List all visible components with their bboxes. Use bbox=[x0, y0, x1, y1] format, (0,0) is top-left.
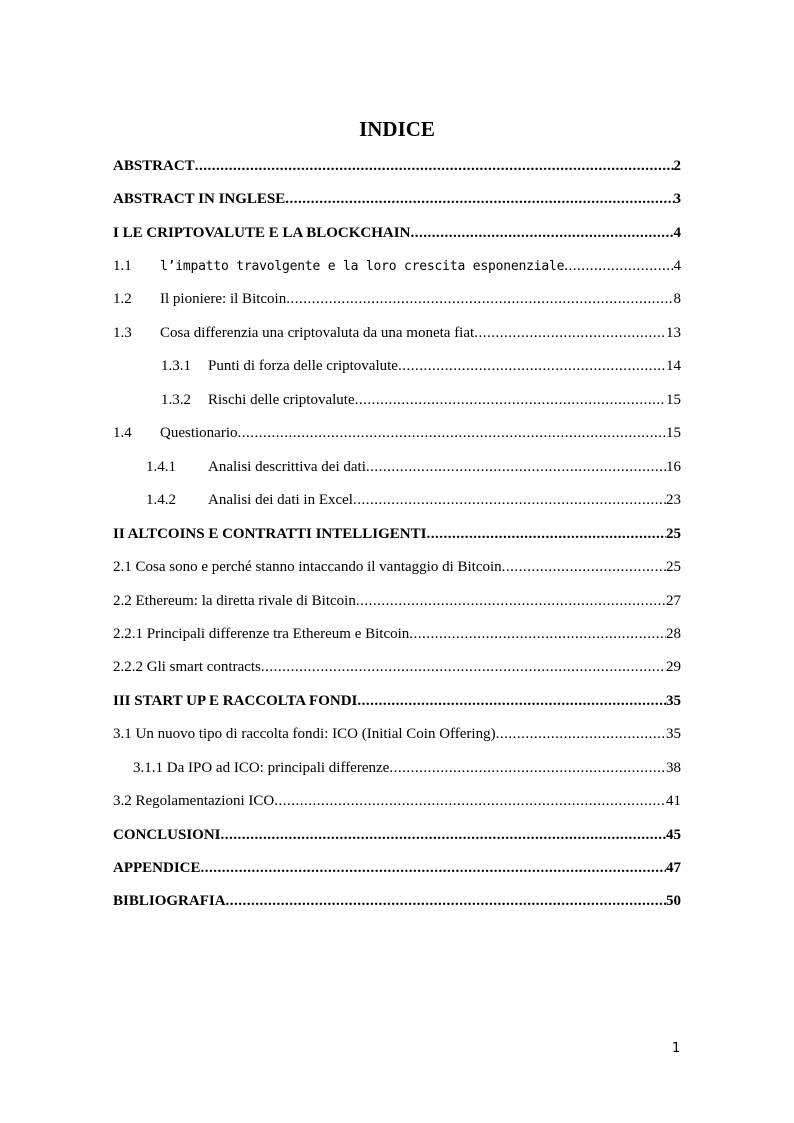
toc-entry-page: 4 bbox=[673, 258, 681, 274]
toc-entry-page: 15 bbox=[666, 392, 681, 408]
toc-entry-page: 4 bbox=[673, 225, 681, 241]
toc-entry-text: 2.1 Cosa sono e perché stanno intaccando il vantaggio di Bitcoin bbox=[113, 559, 502, 575]
toc-entry-number: 1.1 bbox=[113, 258, 132, 274]
page-title: INDICE bbox=[359, 117, 435, 141]
toc-entry-abstract-inglese[interactable] bbox=[113, 188, 681, 210]
toc-leader-dots bbox=[274, 790, 666, 812]
toc-leader-dots bbox=[564, 255, 673, 277]
toc-leader-dots bbox=[366, 456, 666, 478]
toc-entry-1-1[interactable] bbox=[113, 255, 681, 277]
toc-entry-text: APPENDICE bbox=[113, 860, 201, 876]
toc-entry-page: 45 bbox=[666, 827, 681, 843]
toc-entry-1-2[interactable] bbox=[113, 288, 681, 310]
toc-entry-text: BIBLIOGRAFIA bbox=[113, 893, 226, 909]
toc-leader-dots bbox=[356, 590, 666, 612]
toc-entry-number: 1.3.2 bbox=[161, 392, 191, 408]
toc-entry-text: 3.1 Un nuovo tipo di raccolta fondi: ICO (Initial Coin Offering) bbox=[113, 726, 496, 742]
toc-entry-text: ABSTRACT IN INGLESE bbox=[113, 191, 286, 207]
toc-entry-2-1[interactable] bbox=[113, 556, 681, 578]
toc-entry-page: 35 bbox=[666, 693, 681, 709]
toc-entry-number: 1.4.2 bbox=[146, 492, 176, 508]
toc-entry-chapter-2[interactable] bbox=[113, 523, 681, 545]
toc-entry-2-2[interactable] bbox=[113, 590, 681, 612]
toc-entry-page: 50 bbox=[666, 893, 681, 909]
toc-entry-1-4[interactable] bbox=[113, 422, 681, 444]
toc-entry-1-3[interactable] bbox=[113, 322, 681, 344]
toc-entry-number: 1.4 bbox=[113, 425, 132, 441]
toc-entry-2-2-2[interactable] bbox=[113, 656, 681, 678]
toc-leader-dots bbox=[398, 355, 666, 377]
toc-entry-1-3-2[interactable] bbox=[161, 389, 681, 411]
toc-entry-page: 8 bbox=[673, 291, 681, 307]
toc-entry-text: III START UP E RACCOLTA FONDI bbox=[113, 693, 358, 709]
toc-entry-text: Analisi descrittiva dei dati bbox=[208, 459, 366, 475]
page-number: 1 bbox=[672, 1041, 681, 1056]
toc-leader-dots bbox=[237, 422, 666, 444]
toc-entry-1-3-1[interactable] bbox=[161, 355, 681, 377]
toc-entry-text: II ALTCOINS E CONTRATTI INTELLIGENTI bbox=[113, 526, 427, 542]
toc-entry-1-4-1[interactable] bbox=[146, 456, 681, 478]
toc-entry-3-1[interactable] bbox=[113, 723, 681, 745]
toc-entry-text: Rischi delle criptovalute bbox=[208, 392, 355, 408]
toc-entry-3-2[interactable] bbox=[113, 790, 681, 812]
toc-entry-number: 1.4.1 bbox=[146, 459, 176, 475]
toc-entry-page: 25 bbox=[666, 526, 681, 542]
toc-leader-dots bbox=[502, 556, 666, 578]
toc-leader-dots bbox=[409, 623, 666, 645]
toc-entry-number: 1.2 bbox=[113, 291, 132, 307]
toc-entry-page: 14 bbox=[666, 358, 681, 374]
toc-entry-page: 23 bbox=[666, 492, 681, 508]
toc-entry-page: 47 bbox=[666, 860, 681, 876]
toc-entry-text: 2.2.1 Principali differenze tra Ethereum e Bitcoin bbox=[113, 626, 410, 642]
toc-leader-dots bbox=[496, 723, 666, 745]
toc-leader-dots bbox=[357, 690, 666, 712]
toc-entry-appendice[interactable] bbox=[113, 857, 681, 879]
toc-leader-dots bbox=[201, 857, 666, 879]
toc-entry-chapter-1[interactable] bbox=[113, 222, 681, 244]
toc-entry-number: 1.3 bbox=[113, 325, 132, 341]
toc-entry-page: 25 bbox=[666, 559, 681, 575]
toc-entry-text: Questionario bbox=[160, 425, 238, 441]
toc-entry-page: 28 bbox=[666, 626, 681, 642]
toc-entry-text: Il pioniere: il Bitcoin bbox=[160, 291, 287, 307]
toc-entry-text: 3.1.1 Da IPO ad ICO: principali differenze bbox=[133, 760, 390, 776]
toc-entry-page: 3 bbox=[673, 191, 681, 207]
toc-entry-page: 41 bbox=[666, 793, 681, 809]
toc-entry-number: 1.3.1 bbox=[161, 358, 191, 374]
toc-leader-dots bbox=[195, 155, 674, 177]
toc-entry-text: CONCLUSIONI bbox=[113, 827, 221, 843]
toc-leader-dots bbox=[389, 757, 666, 779]
toc-leader-dots bbox=[355, 389, 666, 411]
toc-entry-page: 15 bbox=[666, 425, 681, 441]
toc-entry-text: Analisi dei dati in Excel bbox=[208, 492, 353, 508]
toc-leader-dots bbox=[221, 824, 666, 846]
toc-leader-dots bbox=[226, 890, 666, 912]
toc-entry-text: Cosa differenzia una criptovaluta da una moneta fiat bbox=[160, 325, 475, 341]
toc-entry-page: 35 bbox=[666, 726, 681, 742]
toc-entry-text: l’impatto travolgente e la loro crescita esponenziale bbox=[160, 259, 565, 274]
toc-entry-1-4-2[interactable] bbox=[146, 489, 681, 511]
toc-leader-dots bbox=[426, 523, 666, 545]
toc-entry-page: 38 bbox=[666, 760, 681, 776]
toc-leader-dots bbox=[410, 222, 673, 244]
toc-entry-2-2-1[interactable] bbox=[113, 623, 681, 645]
toc-entry-abstract[interactable] bbox=[113, 155, 681, 177]
toc-entry-page: 2 bbox=[673, 158, 681, 174]
toc-entry-page: 29 bbox=[666, 659, 681, 675]
toc-leader-dots bbox=[474, 322, 666, 344]
toc-entry-3-1-1[interactable] bbox=[133, 757, 681, 779]
toc-leader-dots bbox=[261, 656, 666, 678]
toc-entry-chapter-3[interactable] bbox=[113, 690, 681, 712]
toc-entry-text: I LE CRIPTOVALUTE E LA BLOCKCHAIN bbox=[113, 225, 411, 241]
toc-entry-bibliografia[interactable] bbox=[113, 890, 681, 912]
toc-leader-dots bbox=[353, 489, 666, 511]
toc-entry-conclusioni[interactable] bbox=[113, 824, 681, 846]
toc-leader-dots bbox=[285, 188, 673, 210]
toc-entry-page: 16 bbox=[666, 459, 681, 475]
toc-entry-page: 27 bbox=[666, 593, 681, 609]
toc-leader-dots bbox=[286, 288, 673, 310]
toc-entry-page: 13 bbox=[666, 325, 681, 341]
toc-entry-text: 2.2 Ethereum: la diretta rivale di Bitcoin bbox=[113, 593, 356, 609]
toc-entry-text: 3.2 Regolamentazioni ICO bbox=[113, 793, 275, 809]
toc-entry-text: Punti di forza delle criptovalute bbox=[208, 358, 398, 374]
toc-entry-text: 2.2.2 Gli smart contracts bbox=[113, 659, 261, 675]
toc-entry-text: ABSTRACT bbox=[113, 158, 195, 174]
